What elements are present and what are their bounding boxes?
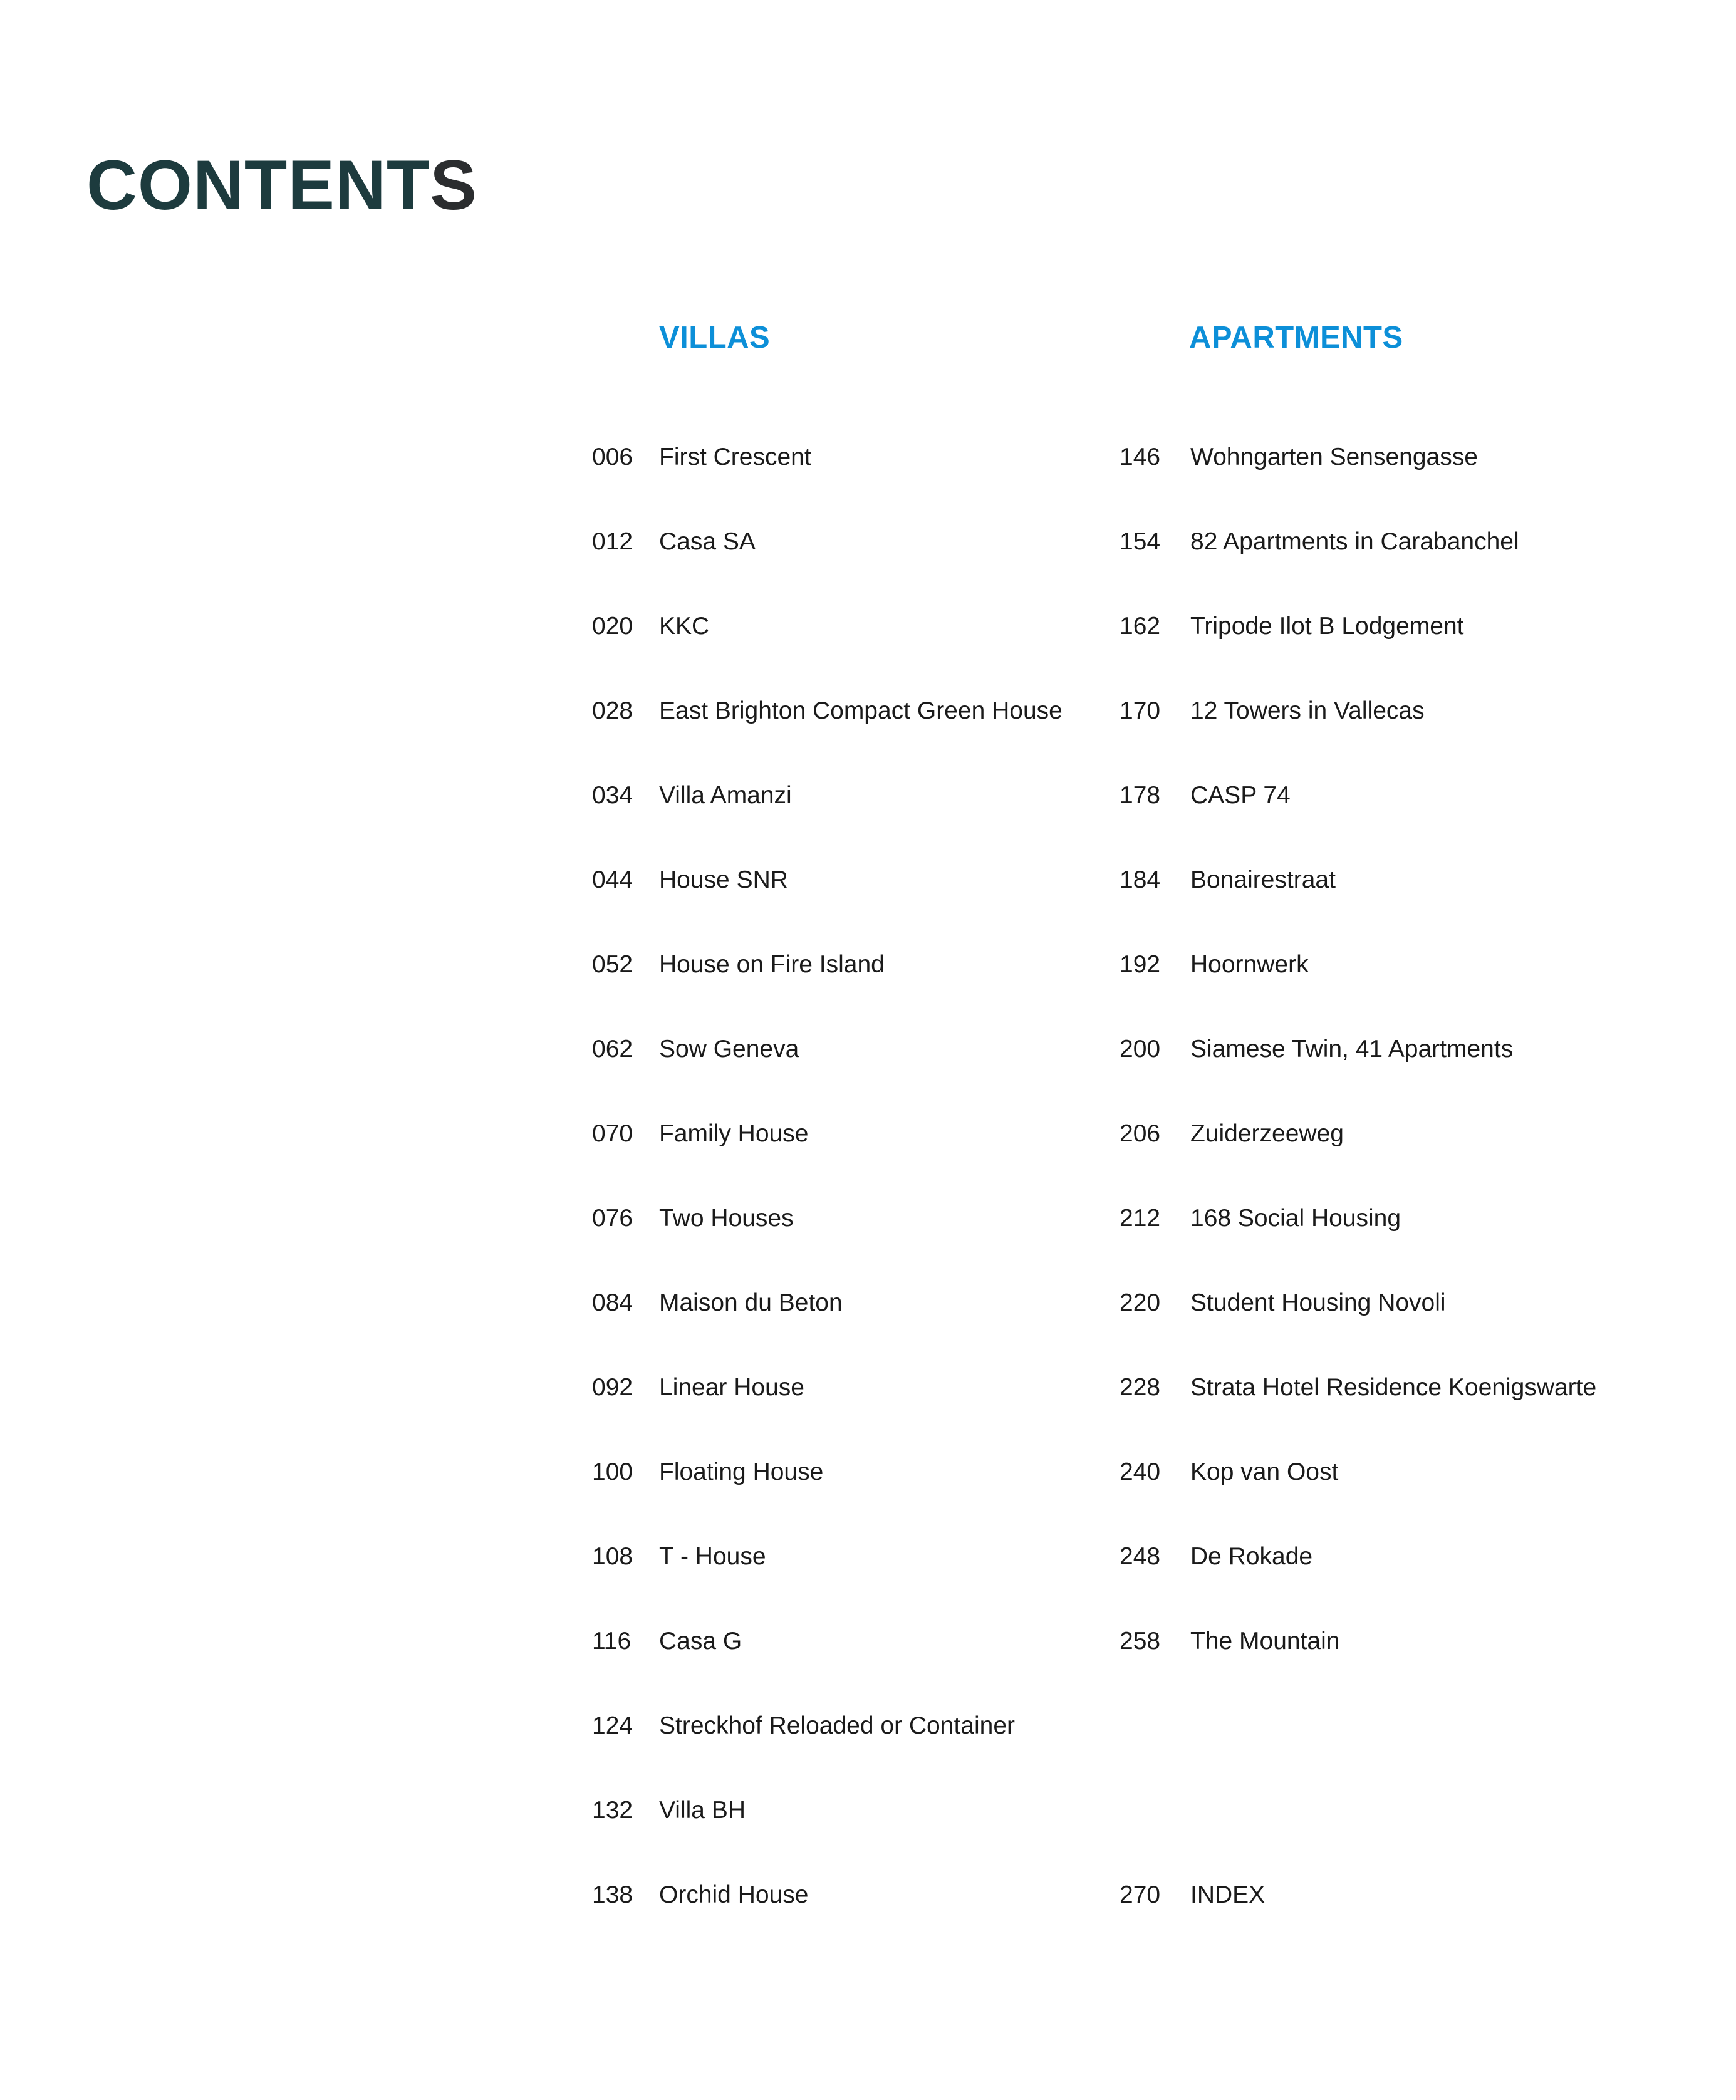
page-number: 184 bbox=[1120, 866, 1161, 893]
entry-title: Strata Hotel Residence Koenigswarte bbox=[1190, 1374, 1597, 1401]
page-number: 084 bbox=[592, 1289, 633, 1316]
entry-title: House SNR bbox=[659, 866, 788, 893]
page-number: 020 bbox=[592, 613, 633, 640]
entry-title: 12 Towers in Vallecas bbox=[1190, 697, 1425, 724]
page-number: 200 bbox=[1120, 1036, 1161, 1063]
page-number: 228 bbox=[1120, 1374, 1161, 1401]
entry-title: Villa Amanzi bbox=[659, 782, 792, 809]
entry-title: T - House bbox=[659, 1543, 766, 1570]
entry-title: De Rokade bbox=[1190, 1543, 1313, 1570]
entry-title: Student Housing Novoli bbox=[1190, 1289, 1446, 1316]
page-number: 124 bbox=[592, 1712, 633, 1739]
page-number: 270 bbox=[1120, 1881, 1161, 1908]
page-number: 052 bbox=[592, 951, 633, 978]
page-number: 170 bbox=[1120, 697, 1161, 724]
apartments-heading: APARTMENTS bbox=[1189, 321, 1403, 355]
page-number: 192 bbox=[1120, 951, 1161, 978]
page-number: 062 bbox=[592, 1036, 633, 1063]
entry-title: Maison du Beton bbox=[659, 1289, 843, 1316]
entry-title: Orchid House bbox=[659, 1881, 809, 1908]
page-number: 220 bbox=[1120, 1289, 1161, 1316]
page-number: 154 bbox=[1120, 528, 1161, 555]
entry-title: Sow Geneva bbox=[659, 1036, 799, 1063]
entry-title: Casa G bbox=[659, 1628, 742, 1655]
entry-title: Tripode Ilot B Lodgement bbox=[1190, 613, 1464, 640]
entry-title: The Mountain bbox=[1190, 1628, 1340, 1655]
page-title-last-letter: S bbox=[430, 146, 477, 224]
entry-title: Two Houses bbox=[659, 1205, 794, 1232]
page-title bbox=[86, 146, 477, 224]
entry-title: 168 Social Housing bbox=[1190, 1205, 1401, 1232]
page-number: 116 bbox=[592, 1628, 632, 1655]
entry-title: East Brighton Compact Green House bbox=[659, 697, 1063, 724]
page-number: 100 bbox=[592, 1458, 633, 1485]
entry-title: 82 Apartments in Carabanchel bbox=[1190, 528, 1519, 555]
page-number: 212 bbox=[1120, 1205, 1161, 1232]
entry-title: Linear House bbox=[659, 1374, 804, 1401]
page-number: 006 bbox=[592, 444, 633, 470]
page-number: 070 bbox=[592, 1120, 633, 1147]
entry-title: House on Fire Island bbox=[659, 951, 885, 978]
entry-title: CASP 74 bbox=[1190, 782, 1291, 809]
page-number: 012 bbox=[592, 528, 633, 555]
entry-title: Streckhof Reloaded or Container bbox=[659, 1712, 1015, 1739]
page-number: 132 bbox=[592, 1797, 633, 1824]
page-number: 248 bbox=[1120, 1543, 1161, 1570]
page-number: 034 bbox=[592, 782, 633, 809]
page-number: 240 bbox=[1120, 1458, 1161, 1485]
entry-title: Wohngarten Sensengasse bbox=[1190, 444, 1478, 470]
page-number: 092 bbox=[592, 1374, 633, 1401]
page-title-main: CONTENT bbox=[86, 146, 430, 224]
entry-title: INDEX bbox=[1190, 1881, 1266, 1908]
page-number: 146 bbox=[1120, 444, 1161, 470]
page-number: 206 bbox=[1120, 1120, 1161, 1147]
page-number: 044 bbox=[592, 866, 633, 893]
entry-title: KKC bbox=[659, 613, 710, 640]
entry-title: Siamese Twin, 41 Apartments bbox=[1190, 1036, 1514, 1063]
entry-title: Zuiderzeeweg bbox=[1190, 1120, 1344, 1147]
page-number: 076 bbox=[592, 1205, 633, 1232]
entry-title: First Crescent bbox=[659, 444, 811, 470]
page-number: 108 bbox=[592, 1543, 633, 1570]
page-number: 178 bbox=[1120, 782, 1161, 809]
page-number: 138 bbox=[592, 1881, 633, 1908]
entry-title: Bonairestraat bbox=[1190, 866, 1336, 893]
entry-title: Floating House bbox=[659, 1458, 824, 1485]
entry-title: Kop van Oost bbox=[1190, 1458, 1339, 1485]
page-number: 162 bbox=[1120, 613, 1161, 640]
page-number: 258 bbox=[1120, 1628, 1161, 1655]
entry-title: Casa SA bbox=[659, 528, 756, 555]
page-number: 028 bbox=[592, 697, 633, 724]
villas-heading: VILLAS bbox=[659, 321, 771, 355]
entry-title: Family House bbox=[659, 1120, 809, 1147]
entry-title: Hoornwerk bbox=[1190, 951, 1309, 978]
entry-title: Villa BH bbox=[659, 1797, 746, 1824]
